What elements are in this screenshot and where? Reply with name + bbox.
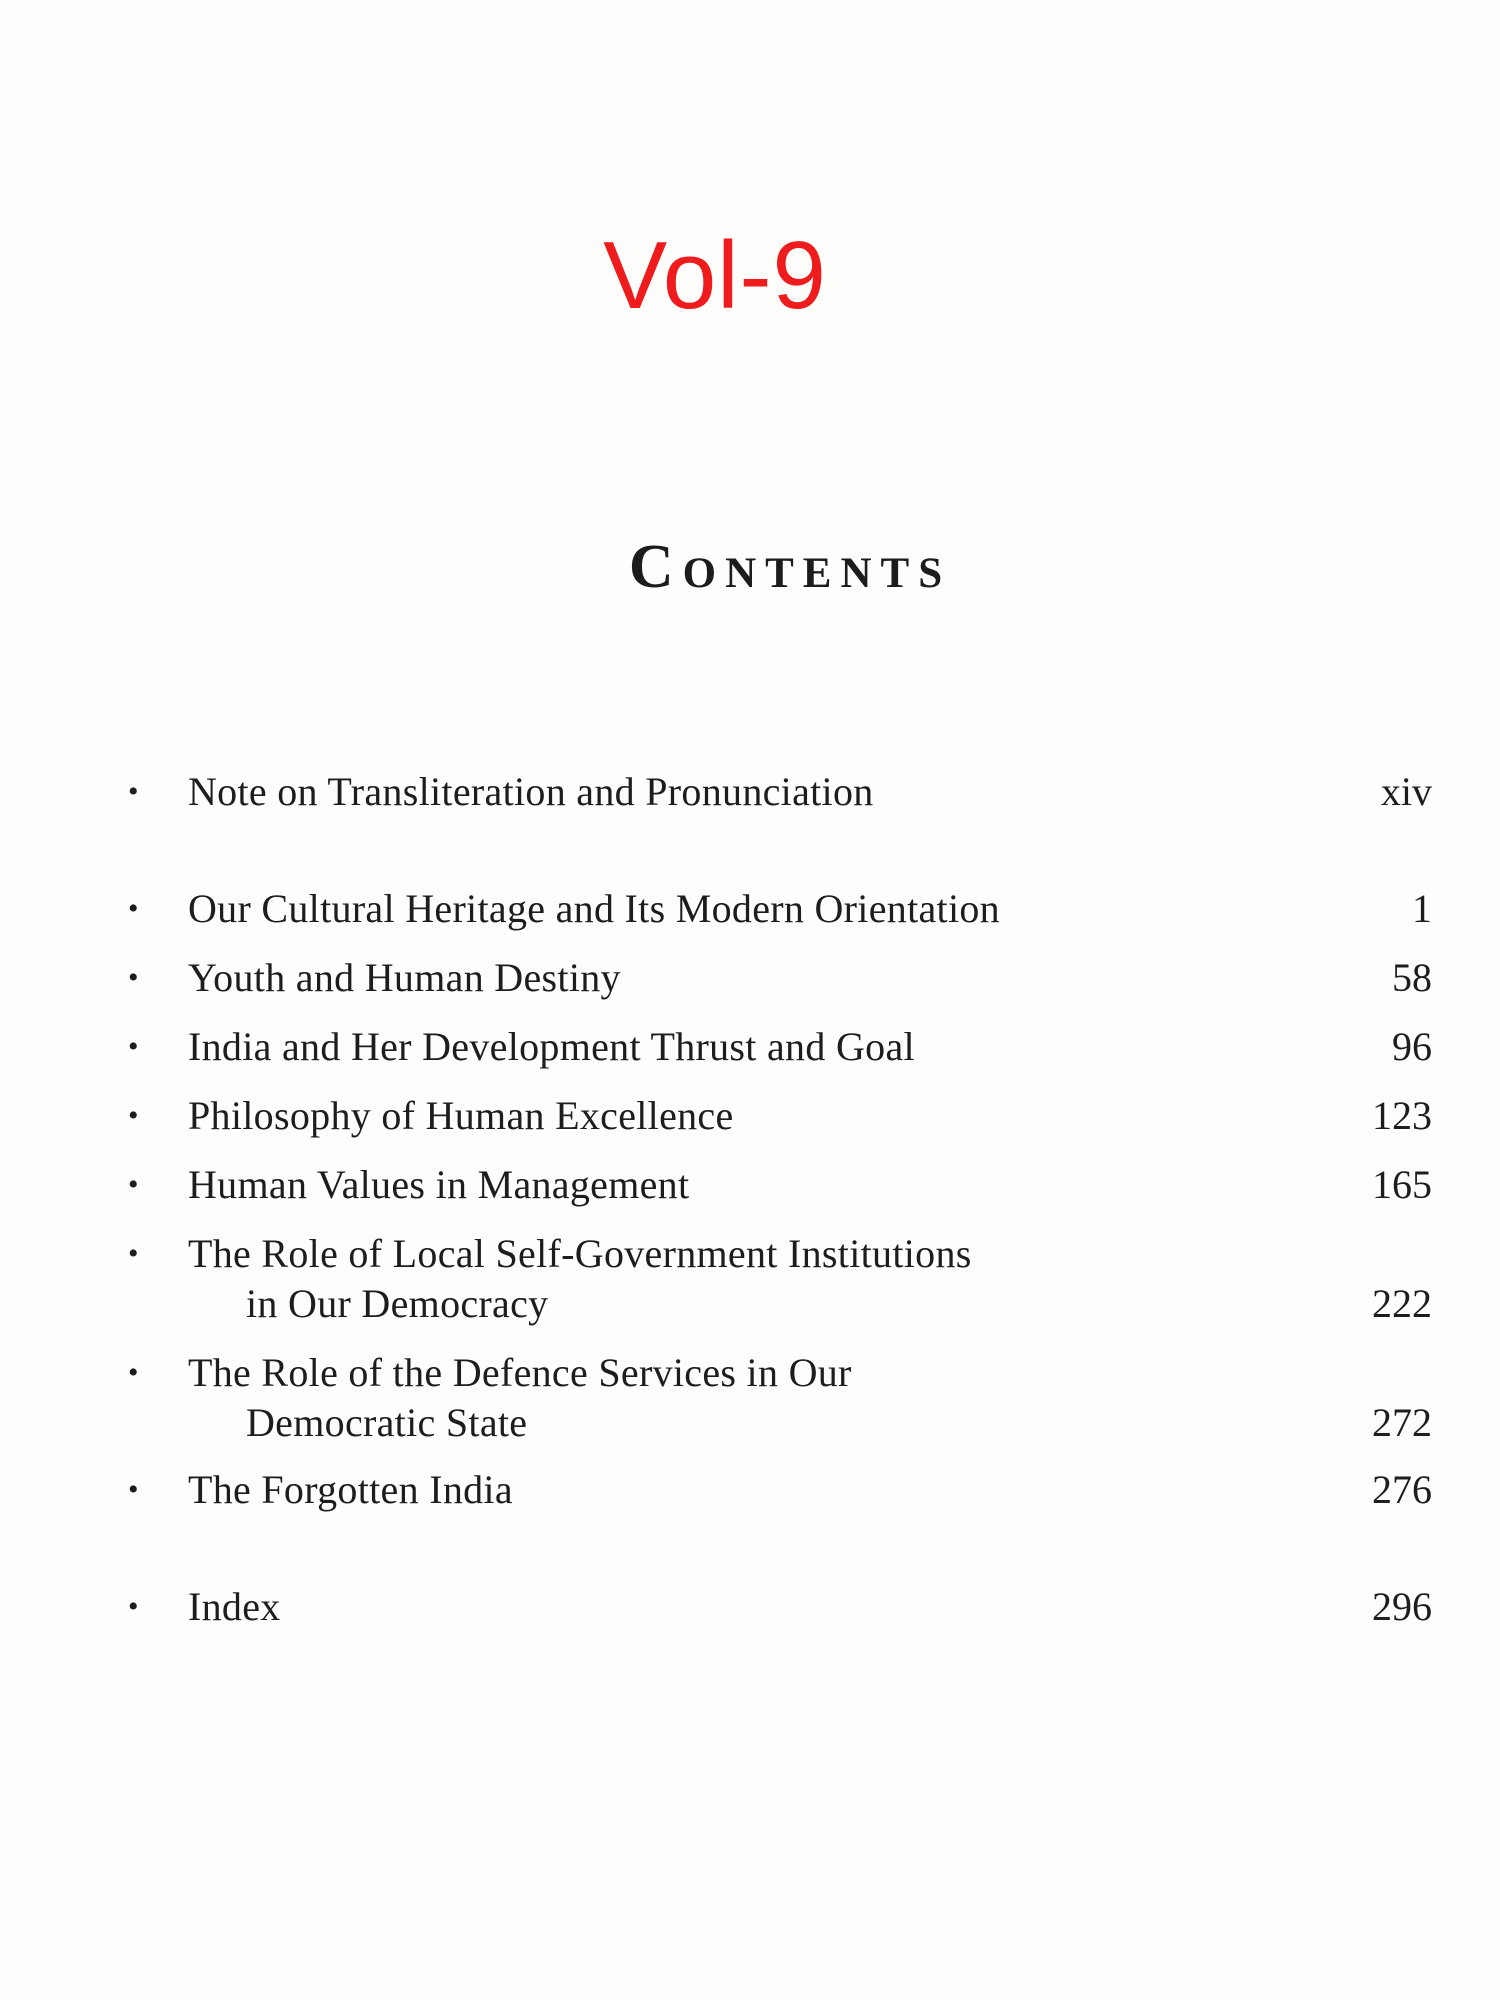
toc-entry-title: Note on Transliteration and Pronunciation bbox=[188, 769, 874, 814]
toc-entry-title: Index bbox=[188, 1584, 281, 1629]
toc-entry-page: 276 bbox=[1372, 1467, 1432, 1512]
bullet-icon: • bbox=[128, 775, 139, 808]
toc-entry-title: The Role of Local Self-Government Institutions bbox=[188, 1231, 972, 1276]
toc-entry-title: Youth and Human Destiny bbox=[188, 955, 621, 1000]
toc-entry-title: Philosophy of Human Excellence bbox=[188, 1093, 734, 1138]
volume-label: Vol-9 bbox=[603, 222, 827, 329]
toc-entry-title: India and Her Development Thrust and Goal bbox=[188, 1024, 915, 1069]
toc-entry-page: 58 bbox=[1392, 955, 1432, 1000]
toc-entry-title-continued: Democratic State bbox=[246, 1400, 528, 1445]
bullet-icon: • bbox=[128, 961, 139, 994]
toc-entry-page: 272 bbox=[1372, 1400, 1432, 1445]
toc-entry-title: The Forgotten India bbox=[188, 1467, 513, 1512]
toc-entry-title: Human Values in Management bbox=[188, 1162, 690, 1207]
toc-entry-page: xiv bbox=[1380, 769, 1432, 814]
toc-entry-page: 296 bbox=[1372, 1584, 1432, 1629]
toc-entry-page: 1 bbox=[1412, 886, 1432, 931]
bullet-icon: • bbox=[128, 892, 139, 925]
toc-entry-title: Our Cultural Heritage and Its Modern Orientation bbox=[188, 886, 1000, 931]
bullet-icon: • bbox=[128, 1237, 139, 1270]
bullet-icon: • bbox=[128, 1590, 139, 1623]
bullet-icon: • bbox=[128, 1356, 139, 1389]
toc-entry-page: 123 bbox=[1372, 1093, 1432, 1138]
toc-entry-page: 165 bbox=[1372, 1162, 1432, 1207]
contents-heading: Contents bbox=[628, 533, 952, 601]
bullet-icon: • bbox=[128, 1030, 139, 1063]
toc-entry-page: 222 bbox=[1372, 1281, 1432, 1326]
toc-entry-page: 96 bbox=[1392, 1024, 1432, 1069]
bullet-icon: • bbox=[128, 1473, 139, 1506]
toc-entry-title-continued: in Our Democracy bbox=[246, 1281, 549, 1326]
toc-entry-title: The Role of the Defence Services in Our bbox=[188, 1350, 852, 1395]
bullet-icon: • bbox=[128, 1099, 139, 1132]
bullet-icon: • bbox=[128, 1168, 139, 1201]
